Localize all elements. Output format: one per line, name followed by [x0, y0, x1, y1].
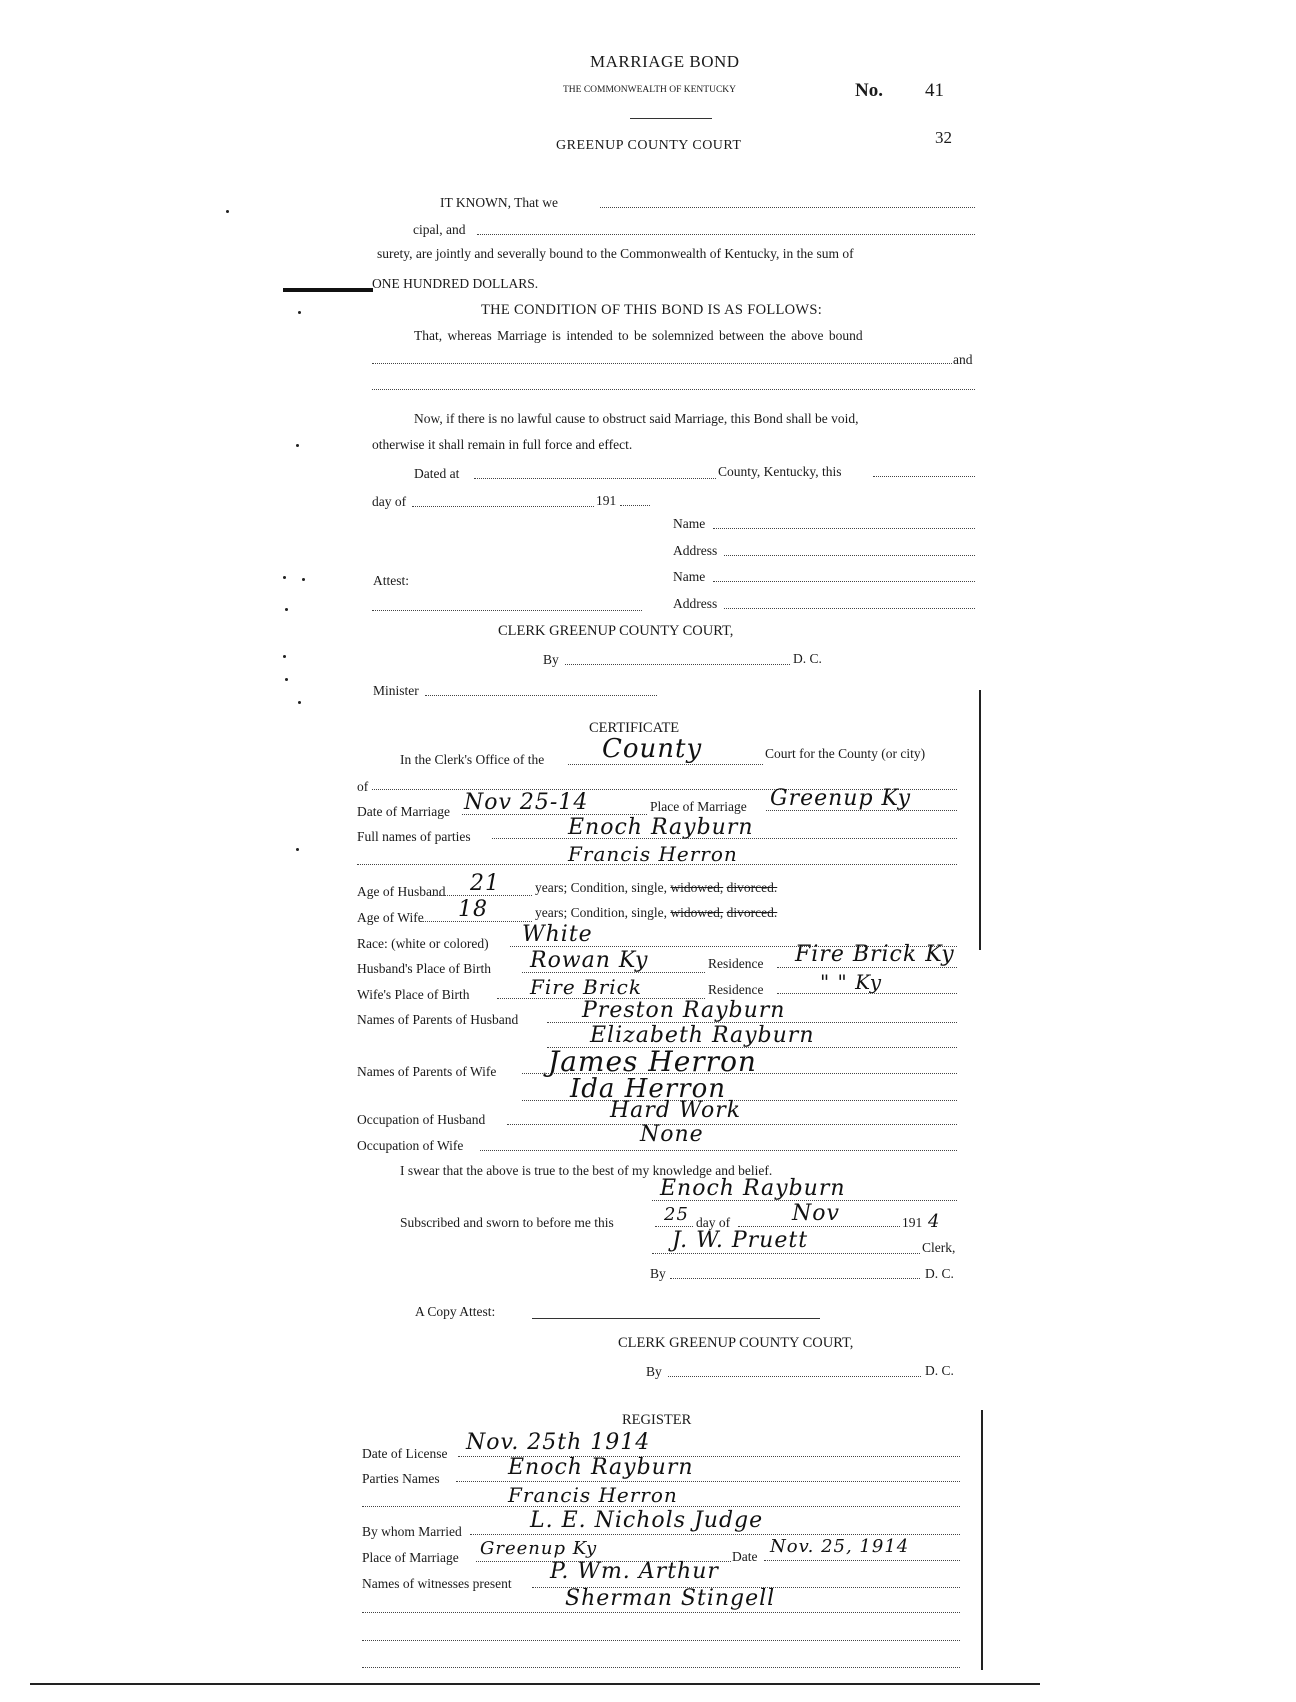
month-hw: Nov [792, 1201, 840, 1226]
condition-text: years; Condition, single, [535, 880, 667, 895]
clerk-label: Clerk, [922, 1240, 956, 1255]
age-husband-label: Age of Husband [357, 884, 446, 899]
copy-attest-label: A Copy Attest: [415, 1304, 496, 1319]
fill-line [425, 695, 657, 696]
attest-label: Attest: [373, 573, 409, 588]
fill-line [600, 207, 975, 208]
divorced-struck: divorced. [726, 905, 778, 920]
number-label: No. [855, 80, 883, 101]
parents-wife-label: Names of Parents of Wife [357, 1064, 497, 1079]
fill-line [777, 967, 957, 968]
register-heading: REGISTER [622, 1412, 692, 1428]
age-wife-hw: 18 [458, 897, 488, 922]
wife-birth-label: Wife's Place of Birth [357, 987, 470, 1002]
husband-birth-label: Husband's Place of Birth [357, 961, 492, 976]
fill-line [492, 838, 957, 839]
fill-line [670, 1278, 920, 1279]
clerk-court-2: CLERK GREENUP COUNTY COURT, [618, 1335, 854, 1351]
fill-line [362, 1506, 960, 1507]
by-whom-label: By whom Married [362, 1524, 462, 1539]
by-label-1: By [543, 652, 559, 667]
occupation-husband-hw: Hard Work [610, 1098, 742, 1123]
fill-line [532, 1318, 820, 1319]
race-label: Race: (white or colored) [357, 936, 489, 951]
husband-residence-label: Residence [708, 956, 764, 971]
fill-line [713, 581, 975, 582]
date-hw: Nov. 25, 1914 [770, 1536, 910, 1557]
full-names-label: Full names of parties [357, 829, 471, 844]
swear-signature-hw: Enoch Rayburn [660, 1176, 846, 1201]
date-of-marriage-label: Date of Marriage [357, 804, 450, 819]
husband-residence-hw: Fire Brick Ky [795, 942, 955, 967]
widowed-struck: widowed, [670, 905, 724, 920]
parents-wife-hw-1: James Herron [548, 1045, 757, 1078]
condition-heading: THE CONDITION OF THIS BOND IS AS FOLLOWS: [481, 302, 823, 318]
place-marriage-label: Place of Marriage [362, 1550, 459, 1565]
fill-line [456, 1481, 960, 1482]
fill-line [620, 505, 650, 506]
witnesses-label: Names of witnesses present [362, 1576, 512, 1591]
occupation-wife-hw: None [640, 1122, 704, 1147]
fill-line [724, 608, 975, 609]
parents-husband-hw-2: Elizabeth Rayburn [590, 1023, 815, 1048]
swear-text: I swear that the above is true to the best of my knowledge and belief. [400, 1163, 773, 1178]
year-suffix-hw: 4 [928, 1211, 941, 1232]
clerk-court-1: CLERK GREENUP COUNTY COURT, [498, 623, 734, 639]
form-title: MARRIAGE BOND [590, 52, 740, 71]
age-husband-condition [535, 880, 777, 896]
fill-line [738, 1226, 900, 1227]
age-wife-label: Age of Wife [357, 910, 424, 925]
scan-speck [296, 444, 299, 447]
fill-line [372, 610, 642, 611]
fill-line [777, 993, 957, 994]
court-for-county-label: Court for the County (or city) [765, 746, 926, 761]
fill-line [507, 1124, 957, 1125]
bond-principal: cipal, and [413, 222, 466, 237]
fill-line [724, 555, 975, 556]
fill-line [480, 1150, 957, 1151]
fill-line [372, 363, 952, 364]
condition-text: years; Condition, single, [535, 905, 667, 920]
parties-names-label: Parties Names [362, 1471, 440, 1486]
clerks-office-label: In the Clerk's Office of the [400, 752, 545, 767]
form-subtitle: THE COMMONWEALTH OF KENTUCKY [563, 85, 737, 95]
widowed-struck: widowed, [670, 880, 724, 895]
fill-line [420, 921, 532, 922]
scan-edge-mark [981, 1410, 983, 1670]
day-of-label: day of [372, 494, 407, 509]
otherwise-text: otherwise it shall remain in full force and effect. [372, 437, 633, 452]
occupation-husband-label: Occupation of Husband [357, 1112, 486, 1127]
race-hw: White [522, 922, 593, 947]
husband-birth-hw: Rowan Ky [530, 948, 649, 973]
subscribed-day-hw: 25 [664, 1204, 689, 1225]
fill-line [565, 664, 790, 665]
condition-text: That, whereas Marriage is intended to be solemnized between the above bound [414, 328, 863, 343]
bond-number: 41 [925, 80, 944, 101]
scan-bottom-edge [30, 1683, 1040, 1685]
scan-speck [283, 655, 286, 658]
dc-label-1: D. C. [793, 651, 822, 666]
bond-surety: surety, are jointly and severally bound to the Commonwealth of Kentucky, in the sum of [377, 246, 854, 261]
of-label: of [357, 779, 369, 794]
by-whom-hw: L. E. Nichols Judge [530, 1508, 764, 1533]
fill-line [474, 478, 716, 479]
scan-speck [298, 311, 301, 314]
date-of-marriage-hw: Nov 25-14 [464, 790, 589, 815]
fill-line [873, 476, 975, 477]
place-hw: Greenup Ky [480, 1538, 598, 1559]
page-number: 32 [935, 128, 952, 147]
date-label: Date [732, 1549, 758, 1564]
subscribed-label: Subscribed and sworn to before me this [400, 1215, 614, 1230]
scan-speck [302, 578, 305, 581]
dc-label-3: D. C. [925, 1363, 954, 1378]
fill-line [372, 389, 975, 390]
fill-line [412, 506, 594, 507]
scan-edge-mark [979, 690, 981, 950]
date-license-hw: Nov. 25th 1914 [466, 1430, 651, 1455]
dc-label-2: D. C. [925, 1266, 954, 1281]
wife-birth-hw: Fire Brick [530, 975, 643, 999]
fill-line [713, 528, 975, 529]
court-heading: GREENUP COUNTY COURT [556, 138, 742, 153]
wife-residence-label: Residence [708, 982, 764, 997]
scan-speck [285, 678, 288, 681]
clerk-signature-hw: J. W. Pruett [672, 1228, 809, 1253]
now-text: Now, if there is no lawful cause to obstruct said Marriage, this Bond shall be void, [414, 411, 859, 426]
scan-speck [298, 701, 301, 704]
scan-speck [296, 848, 299, 851]
fill-line [362, 1667, 960, 1668]
fill-line [362, 1612, 960, 1613]
date-license-label: Date of License [362, 1446, 448, 1461]
certificate-heading: CERTIFICATE [589, 720, 680, 736]
witnesses-hw-2: Sherman Stingell [565, 1586, 776, 1611]
scan-speck [285, 608, 288, 611]
wife-residence-hw: " " Ky [820, 970, 883, 994]
parents-husband-label: Names of Parents of Husband [357, 1012, 519, 1027]
divider [630, 118, 712, 119]
dated-at-label: Dated at [414, 466, 460, 481]
address-label-2: Address [673, 596, 718, 611]
fill-line [362, 1640, 960, 1641]
fill-line [766, 810, 957, 811]
by-label-2: By [650, 1266, 666, 1281]
fill-line [432, 895, 532, 896]
full-names-hw-2: Francis Herron [568, 842, 738, 866]
parents-wife-hw-2: Ida Herron [570, 1074, 726, 1104]
bond-amount: ONE HUNDRED DOLLARS. [372, 276, 539, 291]
place-of-marriage-hw: Greenup Ky [770, 786, 912, 811]
fill-line [477, 234, 975, 235]
place-of-marriage-label: Place of Marriage [650, 799, 747, 814]
year-prefix: 191 [596, 493, 617, 508]
fill-line [655, 1226, 693, 1227]
parties-hw-2: Francis Herron [508, 1483, 678, 1507]
age-husband-hw: 21 [470, 871, 500, 896]
fill-line [764, 1560, 960, 1561]
fill-line [652, 1253, 920, 1254]
name-label-1: Name [673, 516, 706, 531]
fill-line [522, 972, 705, 973]
scan-speck [283, 576, 286, 579]
fill-line [470, 1534, 960, 1535]
day-of-label-2: day of [696, 1215, 731, 1230]
full-names-hw-1: Enoch Rayburn [568, 815, 754, 840]
and-label: and [953, 352, 973, 367]
fill-line [568, 764, 763, 765]
divorced-struck: divorced. [726, 880, 778, 895]
age-wife-condition [535, 905, 777, 921]
fill-line [668, 1376, 921, 1377]
county-kentucky-label: County, Kentucky, this [718, 464, 842, 479]
parties-hw-1: Enoch Rayburn [508, 1455, 694, 1480]
by-label-3: By [646, 1364, 662, 1379]
witnesses-hw-1: P. Wm. Arthur [550, 1559, 719, 1584]
name-label-2: Name [673, 569, 706, 584]
clerks-office-hw: County [602, 734, 703, 764]
year-prefix-2: 191 [902, 1215, 923, 1230]
scan-speck [226, 210, 229, 213]
parents-husband-hw-1: Preston Rayburn [582, 998, 786, 1023]
occupation-wife-label: Occupation of Wife [357, 1138, 464, 1153]
address-label-1: Address [673, 543, 718, 558]
ink-mark [283, 288, 373, 292]
fill-line [357, 864, 957, 865]
minister-label: Minister [373, 683, 419, 698]
bond-known-that: IT KNOWN, That we [440, 195, 558, 210]
